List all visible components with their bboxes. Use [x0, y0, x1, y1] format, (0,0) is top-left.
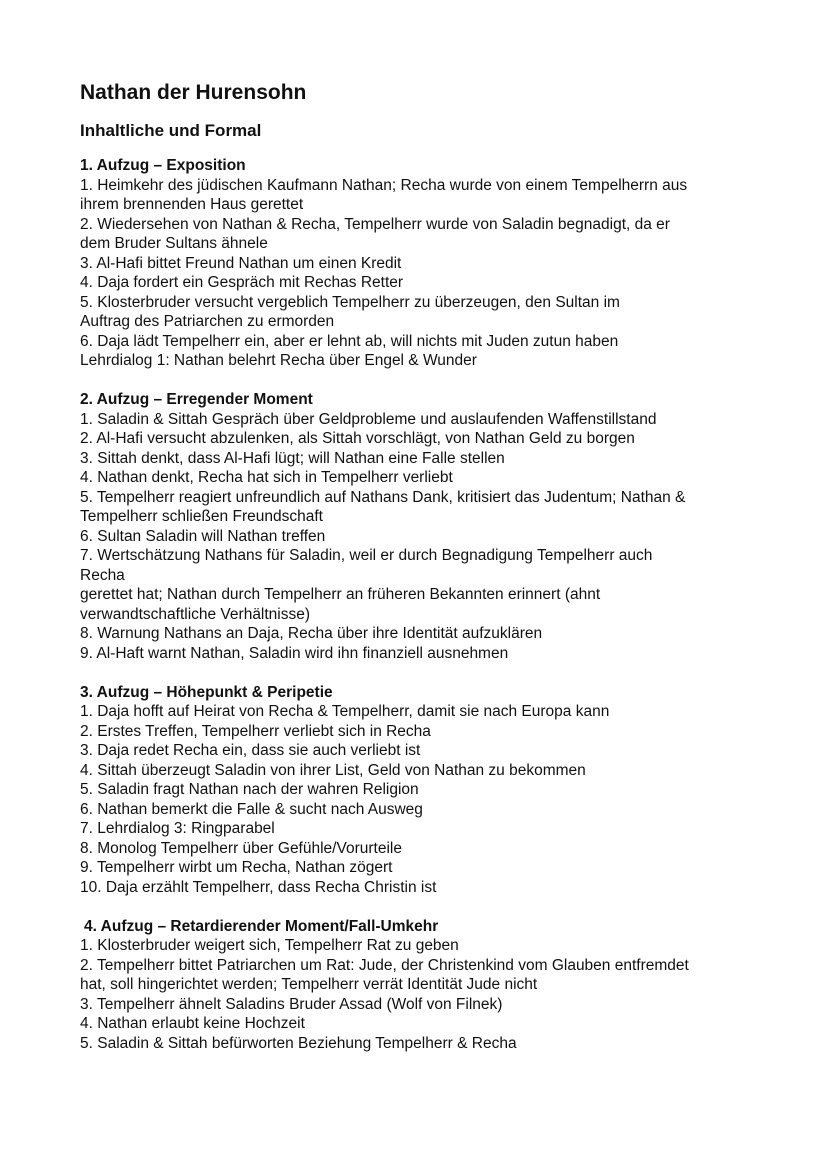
- list-item-line: 1. Daja hofft auf Heirat von Recha & Tempelherr, damit sie nach Europa kann: [80, 703, 610, 720]
- list-item-line: 5. Tempelherr reagiert unfreundlich auf Nathans Dank, kritisiert das Judentum; Nathan &: [80, 488, 686, 506]
- list-item-line: 7. Wertschätzung Nathans für Saladin, weil er durch Begnadigung Tempelherr auch: [80, 547, 653, 564]
- list-item-line: gerettet hat; Nathan durch Tempelherr an früheren Bekannten erinnert (ahnt: [80, 586, 601, 603]
- list-item-line: 1. Saladin & Sittah Gespräch über Geldprobleme und auslaufenden Waffenstillstand: [80, 410, 657, 428]
- act-section: [80, 917, 760, 1054]
- list-item-line: 2. Wiedersehen von Nathan & Recha, Tempelherr wurde von Saladin begnadigt, da er: [80, 215, 670, 233]
- act-section: [80, 390, 760, 663]
- list-item-line: 5. Saladin fragt Nathan nach der wahren Religion: [80, 781, 419, 798]
- document-title: Nathan der Hurensohn: [80, 81, 307, 104]
- list-item-line: 9. Al-Haft warnt Nathan, Saladin wird ihn finanziell ausnehmen: [80, 644, 509, 662]
- list-item-line: 5. Saladin & Sittah befürworten Beziehung Tempelherr & Recha: [80, 1034, 517, 1052]
- list-item-line: 4. Nathan erlaubt keine Hochzeit: [80, 1015, 305, 1032]
- section-heading: 3. Aufzug – Höhepunkt & Peripetie: [80, 683, 333, 701]
- list-item-line: 1. Heimkehr des jüdischen Kaufmann Nathan; Recha wurde von einem Tempelherrn aus: [80, 176, 688, 194]
- list-item-line: verwandtschaftliche Verhältnisse): [80, 605, 311, 623]
- list-item-line: 10. Daja erzählt Tempelherr, dass Recha Christin ist: [80, 878, 437, 896]
- list-item-line: 3. Sittah denkt, dass Al-Hafi lügt; will Nathan eine Falle stellen: [80, 449, 505, 467]
- act-section: [80, 156, 760, 371]
- list-item-line: 4. Sittah überzeugt Saladin von ihrer List, Geld von Nathan zu bekommen: [80, 761, 586, 779]
- list-item-line: 2. Al-Hafi versucht abzulenken, als Sittah vorschlägt, von Nathan Geld zu borgen: [80, 430, 635, 447]
- list-item-line: 8. Warnung Nathans an Daja, Recha über ihre Identität aufzuklären: [80, 625, 543, 642]
- list-item-line: Recha: [80, 566, 125, 584]
- list-item-line: 4. Daja fordert ein Gespräch mit Rechas Retter: [80, 274, 404, 291]
- section-heading: 4. Aufzug – Retardierender Moment/Fall-Umkehr: [84, 917, 439, 935]
- section-heading: 1. Aufzug – Exposition: [80, 157, 246, 174]
- list-item-line: 6. Sultan Saladin will Nathan treffen: [80, 527, 326, 545]
- section-heading: 2. Aufzug – Erregender Moment: [80, 391, 313, 408]
- list-item-line: 9. Tempelherr wirbt um Recha, Nathan zögert: [80, 859, 393, 876]
- list-item-line: 6. Nathan bemerkt die Falle & sucht nach Ausweg: [80, 800, 423, 818]
- list-item-line: 3. Tempelherr ähnelt Saladins Bruder Assad (Wolf von Filnek): [80, 995, 503, 1013]
- sections-container: [80, 156, 760, 1053]
- list-item-line: Lehrdialog 1: Nathan belehrt Recha über Engel & Wunder: [80, 352, 477, 369]
- document-page: [80, 80, 760, 1073]
- list-item-line: 2. Erstes Treffen, Tempelherr verliebt sich in Recha: [80, 722, 431, 740]
- list-item-line: 3. Al-Hafi bittet Freund Nathan um einen Kredit: [80, 254, 402, 272]
- list-item-line: 5. Klosterbruder versucht vergeblich Tempelherr zu überzeugen, den Sultan im: [80, 293, 620, 311]
- list-item-line: 2. Tempelherr bittet Patriarchen um Rat: Jude, der Christenkind vom Glauben entfremdet: [80, 956, 689, 974]
- list-item-line: hat, soll hingerichtet werden; Tempelherr verrät Identität Jude nicht: [80, 976, 538, 993]
- document-subtitle: Inhaltliche und Formal: [80, 121, 262, 140]
- list-item-line: 7. Lehrdialog 3: Ringparabel: [80, 820, 275, 837]
- act-section: [80, 683, 760, 898]
- list-item-line: 1. Klosterbruder weigert sich, Tempelherr Rat zu geben: [80, 937, 459, 954]
- list-item-line: Tempelherr schließen Freundschaft: [80, 508, 323, 525]
- list-item-line: 3. Daja redet Recha ein, dass sie auch verliebt ist: [80, 742, 421, 759]
- list-item-line: 6. Daja lädt Tempelherr ein, aber er lehnt ab, will nichts mit Juden zutun haben: [80, 332, 619, 350]
- list-item-line: Auftrag des Patriarchen zu ermorden: [80, 313, 335, 330]
- list-item-line: 8. Monolog Tempelherr über Gefühle/Vorurteile: [80, 839, 402, 857]
- list-item-line: ihrem brennenden Haus gerettet: [80, 196, 304, 213]
- list-item-line: dem Bruder Sultans ähnele: [80, 235, 268, 252]
- list-item-line: 4. Nathan denkt, Recha hat sich in Tempelherr verliebt: [80, 469, 453, 486]
